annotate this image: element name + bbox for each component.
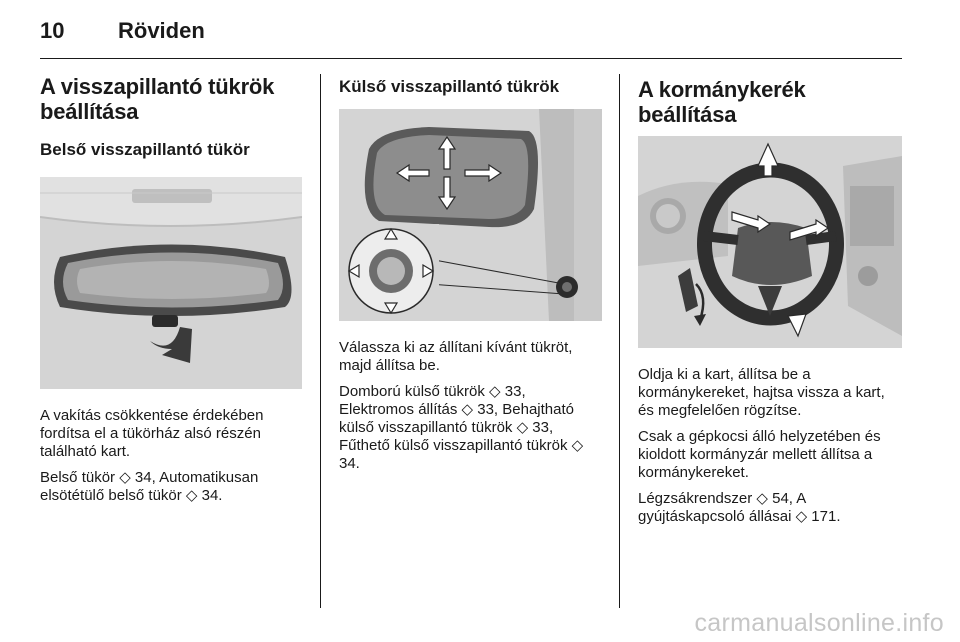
steering-wheel-heading: A kormánykerék beállítása <box>638 77 806 127</box>
interior-mirror-paragraph-1: A vakítás csökkentése érdekében fordítsa el a tükörház alsó részén található kart. <box>40 407 264 460</box>
steering-wheel-adjust-illustration-icon <box>638 136 902 348</box>
page-header <box>40 18 902 62</box>
column-divider-2 <box>619 74 620 608</box>
exterior-mirrors-paragraph-2: Domború külső tükrök ◇ 33, Elektromos állítás ◇ 33, Behajtható külső visszapillantó tükrök ◇ 33, Fűthető külső visszapillantó tükrök ◇ 34. <box>339 383 584 472</box>
column-steering-wheel <box>638 74 902 534</box>
page-number: 10 <box>40 18 65 43</box>
interior-mirror-paragraph-2: Belső tükör ◇ 34, Automatikusan elsötétülő belső tükör ◇ 34. <box>40 469 259 504</box>
column-exterior-mirrors <box>339 74 602 481</box>
column-divider-1 <box>320 74 321 608</box>
steering-wheel-paragraph-1: Oldja ki a kart, állítsa be a kormánykereket, hajtsa vissza a kart, és megfelelően rögzítse. <box>638 366 885 419</box>
side-mirror-adjust-illustration-icon <box>339 109 602 321</box>
exterior-mirrors-heading: Külső visszapillantó tükrök <box>339 77 560 96</box>
site-watermark: carmanualsonline.info <box>694 609 944 637</box>
mirror-adjust-heading: A visszapillantó tükrök beállítása <box>40 74 275 124</box>
interior-mirror-heading: Belső visszapillantó tükör <box>40 140 250 159</box>
exterior-mirrors-paragraph-1: Válassza ki az állítani kívánt tükröt, majd állítsa be. <box>339 339 573 374</box>
section-title: Röviden <box>118 18 205 43</box>
steering-wheel-paragraph-2: Csak a gépkocsi álló helyzetében és kioldott kormányzár mellett állítsa a kormánykereket. <box>638 428 881 481</box>
steering-wheel-paragraph-3: Légzsákrendszer ◇ 54, A gyújtáskapcsoló állásai ◇ 171. <box>638 490 841 525</box>
rearview-mirror-illustration-icon <box>40 177 302 389</box>
column-mirror-adjust <box>40 74 302 513</box>
header-rule <box>40 58 902 59</box>
